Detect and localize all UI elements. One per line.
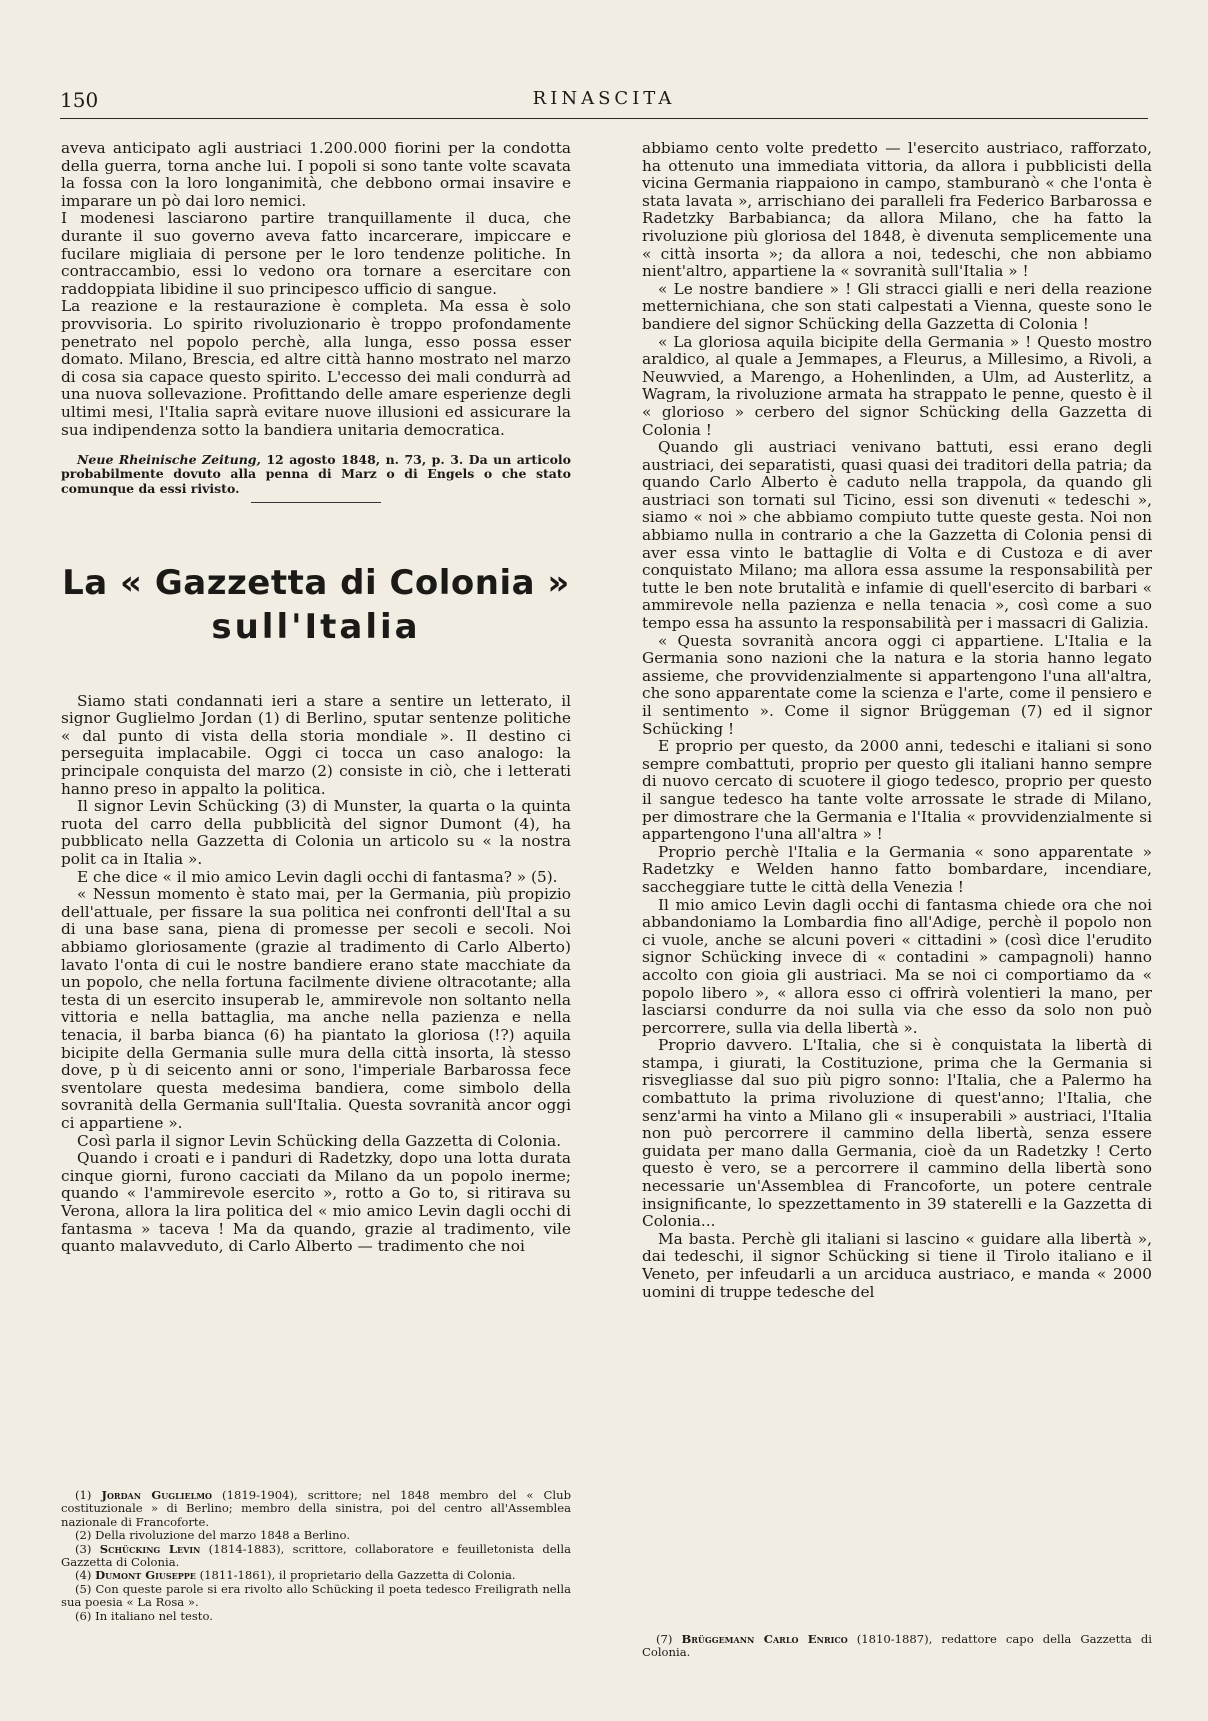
paragraph: Siamo stati condannati ieri a stare a sentire un letterato, il signor Guglielmo Jordan (1) di Berlino, sputar sentenze politiche « dal punto di vista della storia mondiale ». Il destino ci perseguita implacabile. Oggi ci tocca un caso analogo: la principale conquista del marzo (2) consiste in ciò, che i letterati hanno preso in appalto la politica. — [61, 691, 571, 798]
article-title-line-1: La « Gazzetta di Colonia » — [62, 562, 570, 603]
paragraph: La reazione e la restaurazione è completa. Ma essa è solo provvisoria. Lo spirito rivoluzionario è troppo profondamente penetrato nel popolo perchè, alla lunga, esso possa esser domato. Milano, Brescia, ed altre città hanno mostrato nel marzo di cosa sia capace questo spirito. L'eccesso dei mali condurrà ad una nuova sollevazione. Profittando delle amare esperienze degli ultimi mesi, l'Italia saprà evitare nuove illusioni ed assicurare la sua indipendenza sotto la bandiera unitaria democratica. — [61, 297, 571, 439]
footnote: (5) Con queste parole si era rivolto allo Schücking il poeta tedesco Freiligrath nella sua poesia « La Rosa ». — [61, 1581, 571, 1610]
paragraph: Proprio perchè l'Italia e la Germania « sono apparentate » Radetzky e Welden hanno fatto bombardare, incendiare, saccheggiare tutte le città della Venezia ! — [642, 842, 1152, 896]
paragraph: Quando i croati e i panduri di Radetzky, dopo una lotta durata cinque giorni, furono cacciati da Milano da un popolo inerme; quando « l'ammirevole esercito », rotto a Go to, si ritirava su Verona, allora la lira politica del « mio amico Levin dagli occhi di fantasma » taceva ! Ma da quando, grazie al tradimento, vile quanto malavveduto, di Carlo Alberto — tradimento che noi — [61, 1149, 571, 1256]
paragraph: Proprio davvero. L'Italia, che si è conquistata la libertà di stampa, i giurati, la Costituzione, prima che la Germania si risvegliasse dal suo più pigro sonno: l'Italia, che a Palermo ha combattuto la prima rivoluzione di quest'anno; l'Italia, che senz'armi ha vinto a Milano gli « insuperabili » austriaci, l'Italia non può percorrere il cammino della libertà, senza essere guidata per mano dalla Germania, cioè da un Radetzky ! Certo questo è vero, se a percorrere il cammino della libertà sono necessarie un'Assemblea di Francoforte, un potere centrale insignificante, lo spezzettamento in 39 staterelli e la Gazzetta di Colonia... — [642, 1036, 1152, 1231]
article-title-line-2: sull'Italia — [211, 606, 421, 647]
paragraph: « Le nostre bandiere » ! Gli stracci gialli e neri della reazione metternichiana, che son stati calpestati a Vienna, queste sono le bandiere del signor Schücking della Gazzetta di Colonia ! — [642, 279, 1152, 333]
paragraph: Il mio amico Levin dagli occhi di fantasma chiede ora che noi abbandoniamo la Lombardia fino all'Adige, perchè il popolo non ci vuole, anche se alcuni poveri « cittadini » (così dice l'erudito signor Schücking invece di « contadini » campagnoli) hanno accolto con gioia gli austriaci. Ma se noi ci comportiamo da « popolo libero », « allora esso ci offrirà volentieri la mano, per lasciarsi condurre da noi sulla via che esso da solo non può percorrere, sulla via della libertà ». — [642, 895, 1152, 1037]
running-head: RINASCITA — [532, 88, 676, 109]
separator-rule — [251, 502, 381, 503]
paragraph: aveva anticipato agli austriaci 1.200.000 fiorini per la condotta della guerra, torna anche lui. I popoli si sono tante volte scavata la fossa con la loro longanimità, che debbono ormai insavire e imparare un pò dai loro nemici. — [61, 139, 571, 210]
paragraph: E proprio per questo, da 2000 anni, tedeschi e italiani si sono sempre combattuti, proprio per questo gli italiani hanno sempre di nuovo cercato di scuotere il giogo tedesco, proprio per questo il sangue tedesco ha tante volte arrossate le strade di Milano, per dimostrare che la Germania e l'Italia « provvidenzialmente si appartengono l'una all'altra » ! — [642, 737, 1152, 844]
paragraph: « La gloriosa aquila bicipite della Germania » ! Questo mostro araldico, al quale a Jemmapes, a Fleurus, a Millesimo, a Rivoli, a Neuwvied, a Marengo, a Hohenlinden, a Ulm, ad Austerlitz, a Wagram, la rivoluzione armata ha strappato le penne, questo è il « glorioso » cerbero del signor Schücking della Gazzetta di Colonia ! — [642, 332, 1152, 439]
paragraph: « Questa sovranità ancora oggi ci appartiene. L'Italia e la Germania sono nazioni che la natura e la storia hanno legato assieme, che provvidenzialmente si appartengono l'una all'altra, che sono apparentate come la scienza e l'arte, come il pensiero e il sentimento ». Come il signor Brüggeman (7) ed il signor Schücking ! — [642, 631, 1152, 738]
paragraph: Ma basta. Perchè gli italiani si lascino « guidare alla libertà », dai tedeschi, il signor Schücking si tiene il Tirolo italiano e il Veneto, per infeudarli a un arciduca austriaco, e manda « 2000 uomini di truppe tedesche del — [642, 1229, 1152, 1301]
paragraph: abbiamo cento volte predetto — l'esercito austriaco, rafforzato, ha ottenuto una immediata vittoria, da allora i pubblicisti della vicina Germania riappaiono in campo, stamburanò « che l'onta è stata lavata », arrischiano dei paralleli fra Federico Barbarossa e Radetzky Barbabianca; da allora Milano, che ha fatto la rivoluzione più gloriosa del 1848, è divenuta semplicemente una « città insorta »; da allora a noi, tedeschi, che non abbiamo nient'altro, appartiene la « sovranità sull'Italia » ! — [642, 139, 1152, 281]
footnote: (7) Brüggemann Carlo Enrico (1810-1887), redattore capo della Gazzetta di Colonia. — [642, 1632, 1153, 1660]
paragraph: Quando gli austriaci venivano battuti, essi erano degli austriaci, dei separatisti, quasi quasi dei traditori della patria; da quando Carlo Alberto è caduto nella trappola, da quando gli austriaci son tornati sul Ticino, essi son divenuti « tedeschi », siamo « noi » che abbiamo compiuto tutte queste gesta. Noi non abbiamo nulla in contrario a che la Gazzetta di Colonia pensi di aver essa vinto le battaglie di Volta e di Custoza e di aver conquistato Milano; ma allora essa assume la responsabilità per tutte le ben note brutalità e infamie di quell'esercito di barbari « ammirevole nella pazienza e nella tenacia », così come a suo tempo essa ha assunto la responsabilità per i massacri di Galizia. — [642, 438, 1152, 633]
source-citation — [61, 453, 571, 496]
footnote: (3) Schücking Levin (1814-1883), scrittore, collaboratore e feuilletonista della Gazzetta di Colonia. — [61, 1541, 571, 1570]
left-column — [61, 140, 571, 1256]
right-column — [642, 140, 1152, 1301]
footnotes-left — [61, 1489, 571, 1623]
source-journal: Neue Rheinische Zeitung, — [77, 452, 261, 468]
page-number: 150 — [60, 88, 99, 112]
footnote: (2) Della rivoluzione del marzo 1848 a Berlino. — [75, 1528, 351, 1543]
paragraph: Così parla il signor Levin Schücking della Gazzetta di Colonia. — [77, 1131, 562, 1150]
footnotes-right — [642, 1633, 1152, 1660]
paragraph: « Nessun momento è stato mai, per la Germania, più propizio dell'attuale, per fissare la sua politica nei confronti dell'Ital a su di una base sana, piena di promesse per secoli e secoli. Noi abbiamo gloriosamente (grazie al tradimento di Carlo Alberto) lavato l'onta di cui le nostre bandiere erano state macchiate da un popolo, che nella fortuna facilmente diviene oltracotante; alla testa di un esercito insuperab le, ammirevole non soltanto nella vittoria e nella battaglia, ma anche nella pazienza e nella tenacia, il barba bianca (6) ha piantato la gloriosa (!?) aquila bicipite della Germania sulle mura della città insorta, là stesso dove, p ù di seicento anni or sono, l'imperiale Barbarossa fece sventolare questa medesima bandiera, come simbolo della sovranità della Germania sull'Italia. Questa sovranità ancor oggi ci appartiene ». — [61, 885, 571, 1132]
footnote: (6) In italiano nel testo. — [75, 1608, 213, 1623]
page-header — [60, 84, 1148, 119]
article-body-left — [61, 693, 571, 1256]
paragraph: E che dice « il mio amico Levin dagli occhi di fantasma? » (5). — [77, 867, 558, 886]
source-details: 12 agosto 1848, n. 73, p. 3. Da un articolo probabilmente dovuto alla penna di Marz o di Engels o che stato comunque da essi rivisto. — [61, 452, 571, 496]
article-title — [61, 561, 571, 649]
footnote: (4) Dumont Giuseppe (1811-1861), il proprietario della Gazzetta di Colonia. — [75, 1568, 516, 1583]
paragraph: I modenesi lasciarono partire tranquillamente il duca, che durante il suo governo aveva fatto incarcerare, impiccare e fucilare migliaia di persone per le loro tendenze politiche. In contraccambio, essi lo vedono ora tornare a esercitare con raddoppiata libidine il suo principesco ufficio di sangue. — [61, 209, 571, 298]
paragraph: Il signor Levin Schücking (3) di Munster, la quarta o la quinta ruota del carro della pubblicità del signor Dumont (4), ha pubblicato nella Gazzetta di Colonia un articolo su « la nostra polit ca in Italia ». — [61, 797, 571, 869]
footnote: (1) Jordan Guglielmo (1819-1904), scrittore; nel 1848 membro del « Club costituzionale » di Berlino; membro della sinistra, poi del centro all'Assemblea nazionale di Francoforte. — [61, 1488, 572, 1529]
